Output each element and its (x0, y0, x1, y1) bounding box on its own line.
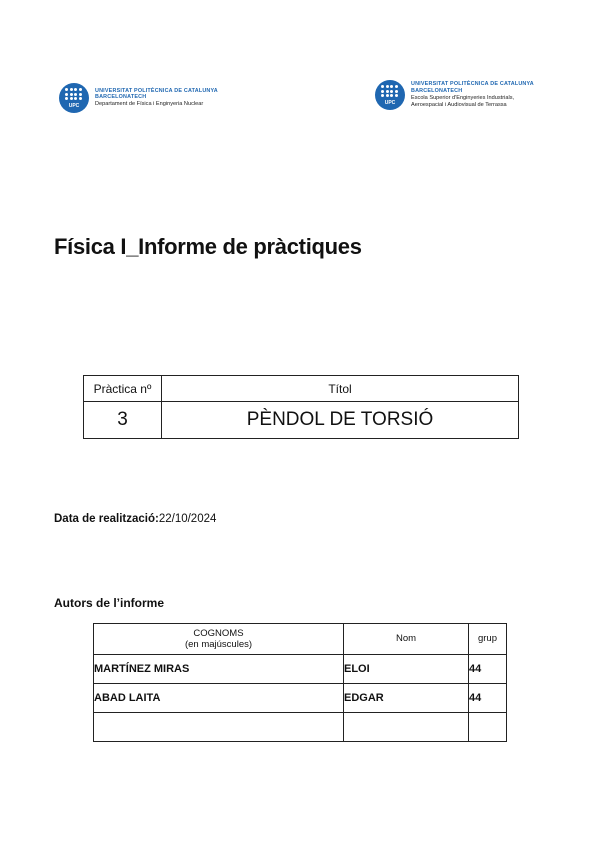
date-line (54, 513, 216, 525)
upc-emblem-icon: UPC (375, 80, 405, 110)
practice-title-header: Títol (162, 376, 519, 402)
nom-header: Nom (344, 624, 469, 655)
upc-emblem-icon: UPC (59, 83, 89, 113)
upc-school-logo (375, 80, 534, 110)
university-subtitle: BARCELONATECH (411, 87, 463, 94)
university-name: UNIVERSITAT POLITÈCNICA DE CATALUNYA (95, 88, 218, 95)
date-label: Data de realització: (54, 513, 159, 525)
university-name: UNIVERSITAT POLITÈCNICA DE CATALUNYA (411, 81, 534, 88)
nom-cell: ELOI (344, 655, 469, 684)
practice-number: 3 (84, 402, 162, 439)
grup-cell: 44 (469, 655, 507, 684)
grup-header: grup (469, 624, 507, 655)
nom-cell: EDGAR (344, 684, 469, 713)
practice-number-header: Pràctica nº (84, 376, 162, 402)
date-value: 22/10/2024 (158, 513, 217, 525)
cognoms-cell (94, 713, 344, 742)
table-row (94, 713, 507, 742)
school-name-line2: Aeroespacial i Audiovisual de Terrassa (411, 102, 507, 109)
grup-cell (469, 713, 507, 742)
practice-table (83, 375, 519, 439)
practice-title: PÈNDOL DE TORSIÓ (162, 402, 519, 439)
department-name: Departament de Física i Enginyeria Nuclear (95, 101, 204, 108)
authors-table (93, 623, 507, 742)
cognoms-cell: ABAD LAITA (94, 684, 344, 713)
upc-physics-logo (59, 83, 218, 113)
document-title: Física I_Informe de pràctiques (54, 234, 362, 259)
nom-cell (344, 713, 469, 742)
grup-cell: 44 (469, 684, 507, 713)
table-row (94, 655, 507, 684)
university-subtitle: BARCELONATECH (95, 94, 147, 101)
table-row (94, 684, 507, 713)
school-name-line1: Escola Superior d'Enginyeries Industrials, (411, 94, 515, 101)
authors-label: Autors de l’informe (54, 596, 165, 610)
cognoms-header: COGNOMS (en majúscules) (94, 624, 344, 655)
cognoms-cell: MARTÍNEZ MIRAS (94, 655, 344, 684)
